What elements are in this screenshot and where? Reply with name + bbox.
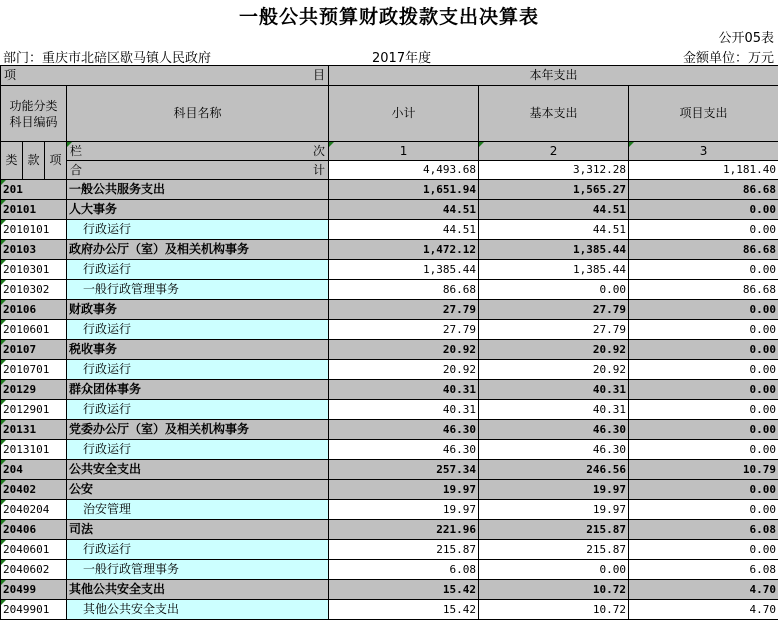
row-subject-name[interactable]: 公安	[67, 480, 329, 500]
row-subject-name[interactable]: 行政运行	[67, 220, 329, 240]
table-row[interactable]	[1, 400, 778, 420]
row-basic[interactable]: 215.87	[479, 520, 629, 540]
row-project[interactable]: 0.00	[629, 300, 778, 320]
row-subtotal[interactable]: 20.92	[329, 360, 479, 380]
header-project[interactable]: 项目支出	[629, 86, 778, 142]
header-xiang: 项	[4, 68, 17, 82]
row-subtotal[interactable]: 86.68	[329, 280, 479, 300]
row-subtotal[interactable]: 1,472.12	[329, 240, 479, 260]
row-basic[interactable]: 1,565.27	[479, 180, 629, 200]
row-subtotal[interactable]: 40.31	[329, 400, 479, 420]
row-subject-name[interactable]: 其他公共安全支出	[67, 600, 329, 620]
row-project[interactable]: 0.00	[629, 260, 778, 280]
row-basic[interactable]: 20.92	[479, 360, 629, 380]
row-basic[interactable]: 10.72	[479, 600, 629, 620]
row-basic[interactable]: 19.97	[479, 500, 629, 520]
header-xiang-col[interactable]: 项	[45, 142, 67, 180]
row-basic[interactable]: 19.97	[479, 480, 629, 500]
table-row[interactable]	[1, 540, 778, 560]
row-basic[interactable]: 46.30	[479, 440, 629, 460]
table-row[interactable]	[1, 340, 778, 360]
header-ci: 次	[313, 144, 326, 158]
row-project[interactable]: 0.00	[629, 340, 778, 360]
form-number: 公开05表	[718, 31, 774, 46]
table-row[interactable]	[1, 320, 778, 340]
total-he: 合	[70, 163, 83, 177]
table-row[interactable]	[1, 560, 778, 580]
table-row[interactable]	[1, 500, 778, 520]
page-title: 一般公共预算财政拨款支出决算表	[238, 6, 539, 28]
row-subject-name[interactable]: 人大事务	[67, 200, 329, 220]
row-subject-name[interactable]: 其他公共安全支出	[67, 580, 329, 600]
table-row[interactable]	[1, 480, 778, 500]
row-code[interactable]: 2040602	[1, 560, 67, 580]
row-subtotal[interactable]: 15.42	[329, 580, 479, 600]
header-func-code[interactable]: 功能分类 科目编码	[1, 86, 67, 142]
row-subject-name[interactable]: 治安管理	[67, 500, 329, 520]
row-subtotal[interactable]: 46.30	[329, 440, 479, 460]
row-basic[interactable]: 246.56	[479, 460, 629, 480]
row-code[interactable]: 2040601	[1, 540, 67, 560]
table-row[interactable]	[1, 240, 778, 260]
row-code[interactable]: 2010701	[1, 360, 67, 380]
row-code[interactable]: 2010601	[1, 320, 67, 340]
row-basic[interactable]: 27.79	[479, 300, 629, 320]
total-label-cell[interactable]	[67, 161, 329, 180]
row-subtotal[interactable]: 19.97	[329, 480, 479, 500]
row-project[interactable]: 86.68	[629, 180, 778, 200]
header-lan: 栏	[70, 144, 83, 158]
expenditure-table	[0, 65, 778, 620]
row-code[interactable]: 20106	[1, 300, 67, 320]
row-basic[interactable]: 20.92	[479, 340, 629, 360]
header-lanci[interactable]	[67, 142, 329, 161]
row-basic[interactable]: 215.87	[479, 540, 629, 560]
amount-unit: 金额单位：万元	[682, 51, 774, 66]
header-subject-name[interactable]: 科目名称	[67, 86, 329, 142]
fiscal-year: 2017年度	[372, 51, 432, 66]
row-project[interactable]: 0.00	[629, 200, 778, 220]
row-code[interactable]: 20131	[1, 420, 67, 440]
header-subtotal[interactable]: 小计	[329, 86, 479, 142]
row-subtotal[interactable]: 19.97	[329, 500, 479, 520]
row-project[interactable]: 0.00	[629, 540, 778, 560]
table-row[interactable]	[1, 440, 778, 460]
spreadsheet[interactable]	[0, 65, 778, 624]
row-subject-name[interactable]: 政府办公厅（室）及相关机构事务	[67, 240, 329, 260]
row-subject-name[interactable]: 一般行政管理事务	[67, 280, 329, 300]
row-project[interactable]: 6.08	[629, 560, 778, 580]
row-subject-name[interactable]: 公共安全支出	[67, 460, 329, 480]
row-code[interactable]: 20107	[1, 340, 67, 360]
total-project[interactable]: 1,181.40	[629, 161, 778, 180]
row-subject-name[interactable]: 行政运行	[67, 360, 329, 380]
row-code[interactable]: 20129	[1, 380, 67, 400]
row-subtotal[interactable]: 27.79	[329, 300, 479, 320]
row-project[interactable]: 0.00	[629, 380, 778, 400]
col-index-3[interactable]: 3	[629, 142, 778, 161]
header-cell[interactable]	[1, 66, 329, 86]
header-mu: 目	[313, 68, 326, 82]
row-project[interactable]: 0.00	[629, 420, 778, 440]
total-basic[interactable]: 3,312.28	[479, 161, 629, 180]
row-subject-name[interactable]: 行政运行	[67, 440, 329, 460]
row-subject-name[interactable]: 司法	[67, 520, 329, 540]
row-basic[interactable]: 0.00	[479, 280, 629, 300]
col-index-1[interactable]: 1	[329, 142, 479, 161]
header-kuan[interactable]: 款	[23, 142, 45, 180]
table-row[interactable]	[1, 200, 778, 220]
row-code[interactable]: 20406	[1, 520, 67, 540]
table-row[interactable]	[1, 360, 778, 380]
row-code[interactable]: 2013101	[1, 440, 67, 460]
row-code[interactable]: 2010301	[1, 260, 67, 280]
row-subject-name[interactable]: 税收事务	[67, 340, 329, 360]
row-project[interactable]: 0.00	[629, 360, 778, 380]
table-row[interactable]	[1, 180, 778, 200]
row-code[interactable]: 2040204	[1, 500, 67, 520]
table-row[interactable]	[1, 580, 778, 600]
row-project[interactable]: 0.00	[629, 400, 778, 420]
table-row[interactable]	[1, 260, 778, 280]
row-project[interactable]: 0.00	[629, 220, 778, 240]
row-project[interactable]: 6.08	[629, 520, 778, 540]
row-basic[interactable]: 44.51	[479, 200, 629, 220]
row-subtotal[interactable]: 6.08	[329, 560, 479, 580]
row-subject-name[interactable]: 一般公共服务支出	[67, 180, 329, 200]
row-subtotal[interactable]: 20.92	[329, 340, 479, 360]
table-row[interactable]	[1, 600, 778, 620]
row-subject-name[interactable]: 行政运行	[67, 320, 329, 340]
row-project[interactable]: 0.00	[629, 320, 778, 340]
row-code[interactable]: 2010302	[1, 280, 67, 300]
row-subject-name[interactable]: 群众团体事务	[67, 380, 329, 400]
row-basic[interactable]: 44.51	[479, 220, 629, 240]
row-subject-name[interactable]: 一般行政管理事务	[67, 560, 329, 580]
row-subject-name[interactable]: 财政事务	[67, 300, 329, 320]
row-project[interactable]: 0.00	[629, 480, 778, 500]
department-label: 部门：重庆市北碚区歇马镇人民政府	[3, 51, 212, 66]
row-basic[interactable]: 1,385.44	[479, 260, 629, 280]
row-subtotal[interactable]: 215.87	[329, 540, 479, 560]
table-row[interactable]	[1, 220, 778, 240]
table-row[interactable]	[1, 380, 778, 400]
row-subtotal[interactable]: 221.96	[329, 520, 479, 540]
table-row[interactable]	[1, 520, 778, 540]
row-code[interactable]: 2049901	[1, 600, 67, 620]
row-basic[interactable]: 0.00	[479, 560, 629, 580]
row-basic[interactable]: 46.30	[479, 420, 629, 440]
row-code[interactable]: 204	[1, 460, 67, 480]
table-row[interactable]	[1, 420, 778, 440]
row-project[interactable]: 10.79	[629, 460, 778, 480]
row-subtotal[interactable]: 44.51	[329, 220, 479, 240]
row-project[interactable]: 4.70	[629, 600, 778, 620]
row-project[interactable]: 86.68	[629, 240, 778, 260]
row-basic[interactable]: 40.31	[479, 400, 629, 420]
row-project[interactable]: 86.68	[629, 280, 778, 300]
header-basic[interactable]: 基本支出	[479, 86, 629, 142]
row-subject-name[interactable]: 行政运行	[67, 400, 329, 420]
total-ji: 计	[313, 163, 326, 177]
header-lei[interactable]: 类	[1, 142, 23, 180]
row-subtotal[interactable]: 44.51	[329, 200, 479, 220]
row-project[interactable]: 4.70	[629, 580, 778, 600]
row-subject-name[interactable]: 行政运行	[67, 540, 329, 560]
row-subtotal[interactable]: 1,651.94	[329, 180, 479, 200]
table-row[interactable]	[1, 300, 778, 320]
total-subtotal[interactable]: 4,493.68	[329, 161, 479, 180]
row-code[interactable]: 201	[1, 180, 67, 200]
header-current-year[interactable]: 本年支出	[329, 66, 778, 86]
row-project[interactable]: 0.00	[629, 440, 778, 460]
row-subtotal[interactable]: 15.42	[329, 600, 479, 620]
col-index-2[interactable]: 2	[479, 142, 629, 161]
row-code[interactable]: 2012901	[1, 400, 67, 420]
row-code[interactable]: 20103	[1, 240, 67, 260]
table-row[interactable]	[1, 280, 778, 300]
row-subtotal[interactable]: 40.31	[329, 380, 479, 400]
row-code[interactable]: 2010101	[1, 220, 67, 240]
row-basic[interactable]: 10.72	[479, 580, 629, 600]
row-code[interactable]: 20101	[1, 200, 67, 220]
row-basic[interactable]: 1,385.44	[479, 240, 629, 260]
row-subtotal[interactable]: 257.34	[329, 460, 479, 480]
row-basic[interactable]: 40.31	[479, 380, 629, 400]
row-subtotal[interactable]: 46.30	[329, 420, 479, 440]
table-row[interactable]	[1, 460, 778, 480]
row-code[interactable]: 20499	[1, 580, 67, 600]
row-subtotal[interactable]: 27.79	[329, 320, 479, 340]
row-code[interactable]: 20402	[1, 480, 67, 500]
row-basic[interactable]: 27.79	[479, 320, 629, 340]
row-subject-name[interactable]: 行政运行	[67, 260, 329, 280]
row-subtotal[interactable]: 1,385.44	[329, 260, 479, 280]
row-subject-name[interactable]: 党委办公厅（室）及相关机构事务	[67, 420, 329, 440]
row-project[interactable]: 0.00	[629, 500, 778, 520]
